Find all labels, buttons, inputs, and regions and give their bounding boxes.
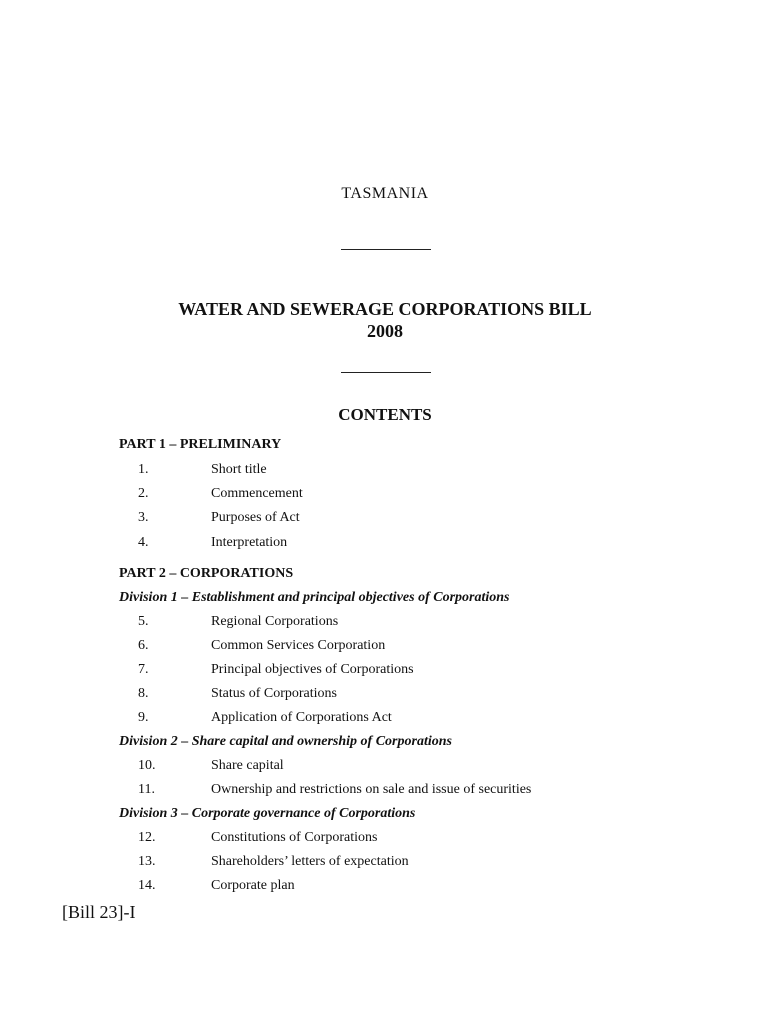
toc-entry[interactable]	[0, 614, 770, 634]
part-2-heading: PART 2 – CORPORATIONS	[119, 566, 294, 581]
toc-entry-number: 9.	[138, 710, 149, 725]
toc-entry-title: Commencement	[211, 486, 303, 501]
toc-entry-number: 11.	[138, 782, 155, 797]
toc-entry[interactable]	[0, 854, 770, 874]
contents-heading: CONTENTS	[338, 405, 432, 424]
toc-entry-title: Status of Corporations	[211, 686, 337, 701]
toc-entry[interactable]	[0, 510, 770, 530]
toc-entry[interactable]	[0, 662, 770, 682]
bill-title	[0, 298, 770, 342]
toc-entry[interactable]	[0, 782, 770, 802]
division-2-heading: Division 2 – Share capital and ownership of Corporations	[119, 734, 452, 749]
toc-entry[interactable]	[0, 686, 770, 706]
toc-entry[interactable]	[0, 710, 770, 730]
toc-entry-title: Purposes of Act	[211, 510, 300, 525]
toc-entry[interactable]	[0, 758, 770, 778]
bill-reference: [Bill 23]-I	[62, 902, 136, 922]
toc-entry[interactable]	[0, 462, 770, 482]
toc-entry[interactable]	[0, 878, 770, 898]
toc-entry-title: Constitutions of Corporations	[211, 830, 378, 845]
title-rule-top	[341, 249, 431, 250]
toc-entry-title: Regional Corporations	[211, 614, 339, 629]
toc-entry[interactable]	[0, 486, 770, 506]
toc-entry-number: 13.	[138, 854, 156, 869]
toc-entry-number: 5.	[138, 614, 149, 629]
toc-entry-number: 8.	[138, 686, 149, 701]
toc-entry-number: 6.	[138, 638, 149, 653]
toc-entry[interactable]	[0, 638, 770, 658]
toc-entry-title: Principal objectives of Corporations	[211, 662, 414, 677]
toc-entry-title: Ownership and restrictions on sale and issue of securities	[211, 782, 532, 797]
toc-entry-title: Short title	[211, 462, 267, 477]
title-rule-bottom	[341, 372, 431, 373]
toc-entry[interactable]	[0, 535, 770, 555]
toc-entry-title: Application of Corporations Act	[211, 710, 392, 725]
part-1-heading: PART 1 – PRELIMINARY	[119, 437, 282, 452]
bill-title-line-1: WATER AND SEWERAGE CORPORATIONS BILL	[178, 299, 592, 319]
toc-entry-number: 14.	[138, 878, 156, 893]
toc-entry-number: 1.	[138, 462, 149, 477]
bill-title-line-2: 2008	[367, 321, 403, 341]
toc-entry-title: Shareholders’ letters of expectation	[211, 854, 409, 869]
toc-entry-title: Common Services Corporation	[211, 638, 386, 653]
division-1-heading: Division 1 – Establishment and principal objectives of Corporations	[119, 590, 510, 605]
jurisdiction-heading: TASMANIA	[341, 185, 429, 202]
toc-entry-title: Share capital	[211, 758, 284, 773]
toc-entry-number: 4.	[138, 535, 149, 550]
toc-entry[interactable]	[0, 830, 770, 850]
toc-entry-number: 10.	[138, 758, 156, 773]
toc-entry-number: 12.	[138, 830, 156, 845]
toc-entry-number: 2.	[138, 486, 149, 501]
toc-entry-number: 7.	[138, 662, 149, 677]
toc-entry-title: Corporate plan	[211, 878, 295, 893]
toc-entry-number: 3.	[138, 510, 149, 525]
toc-entry-title: Interpretation	[211, 535, 288, 550]
division-3-heading: Division 3 – Corporate governance of Corporations	[119, 806, 416, 821]
